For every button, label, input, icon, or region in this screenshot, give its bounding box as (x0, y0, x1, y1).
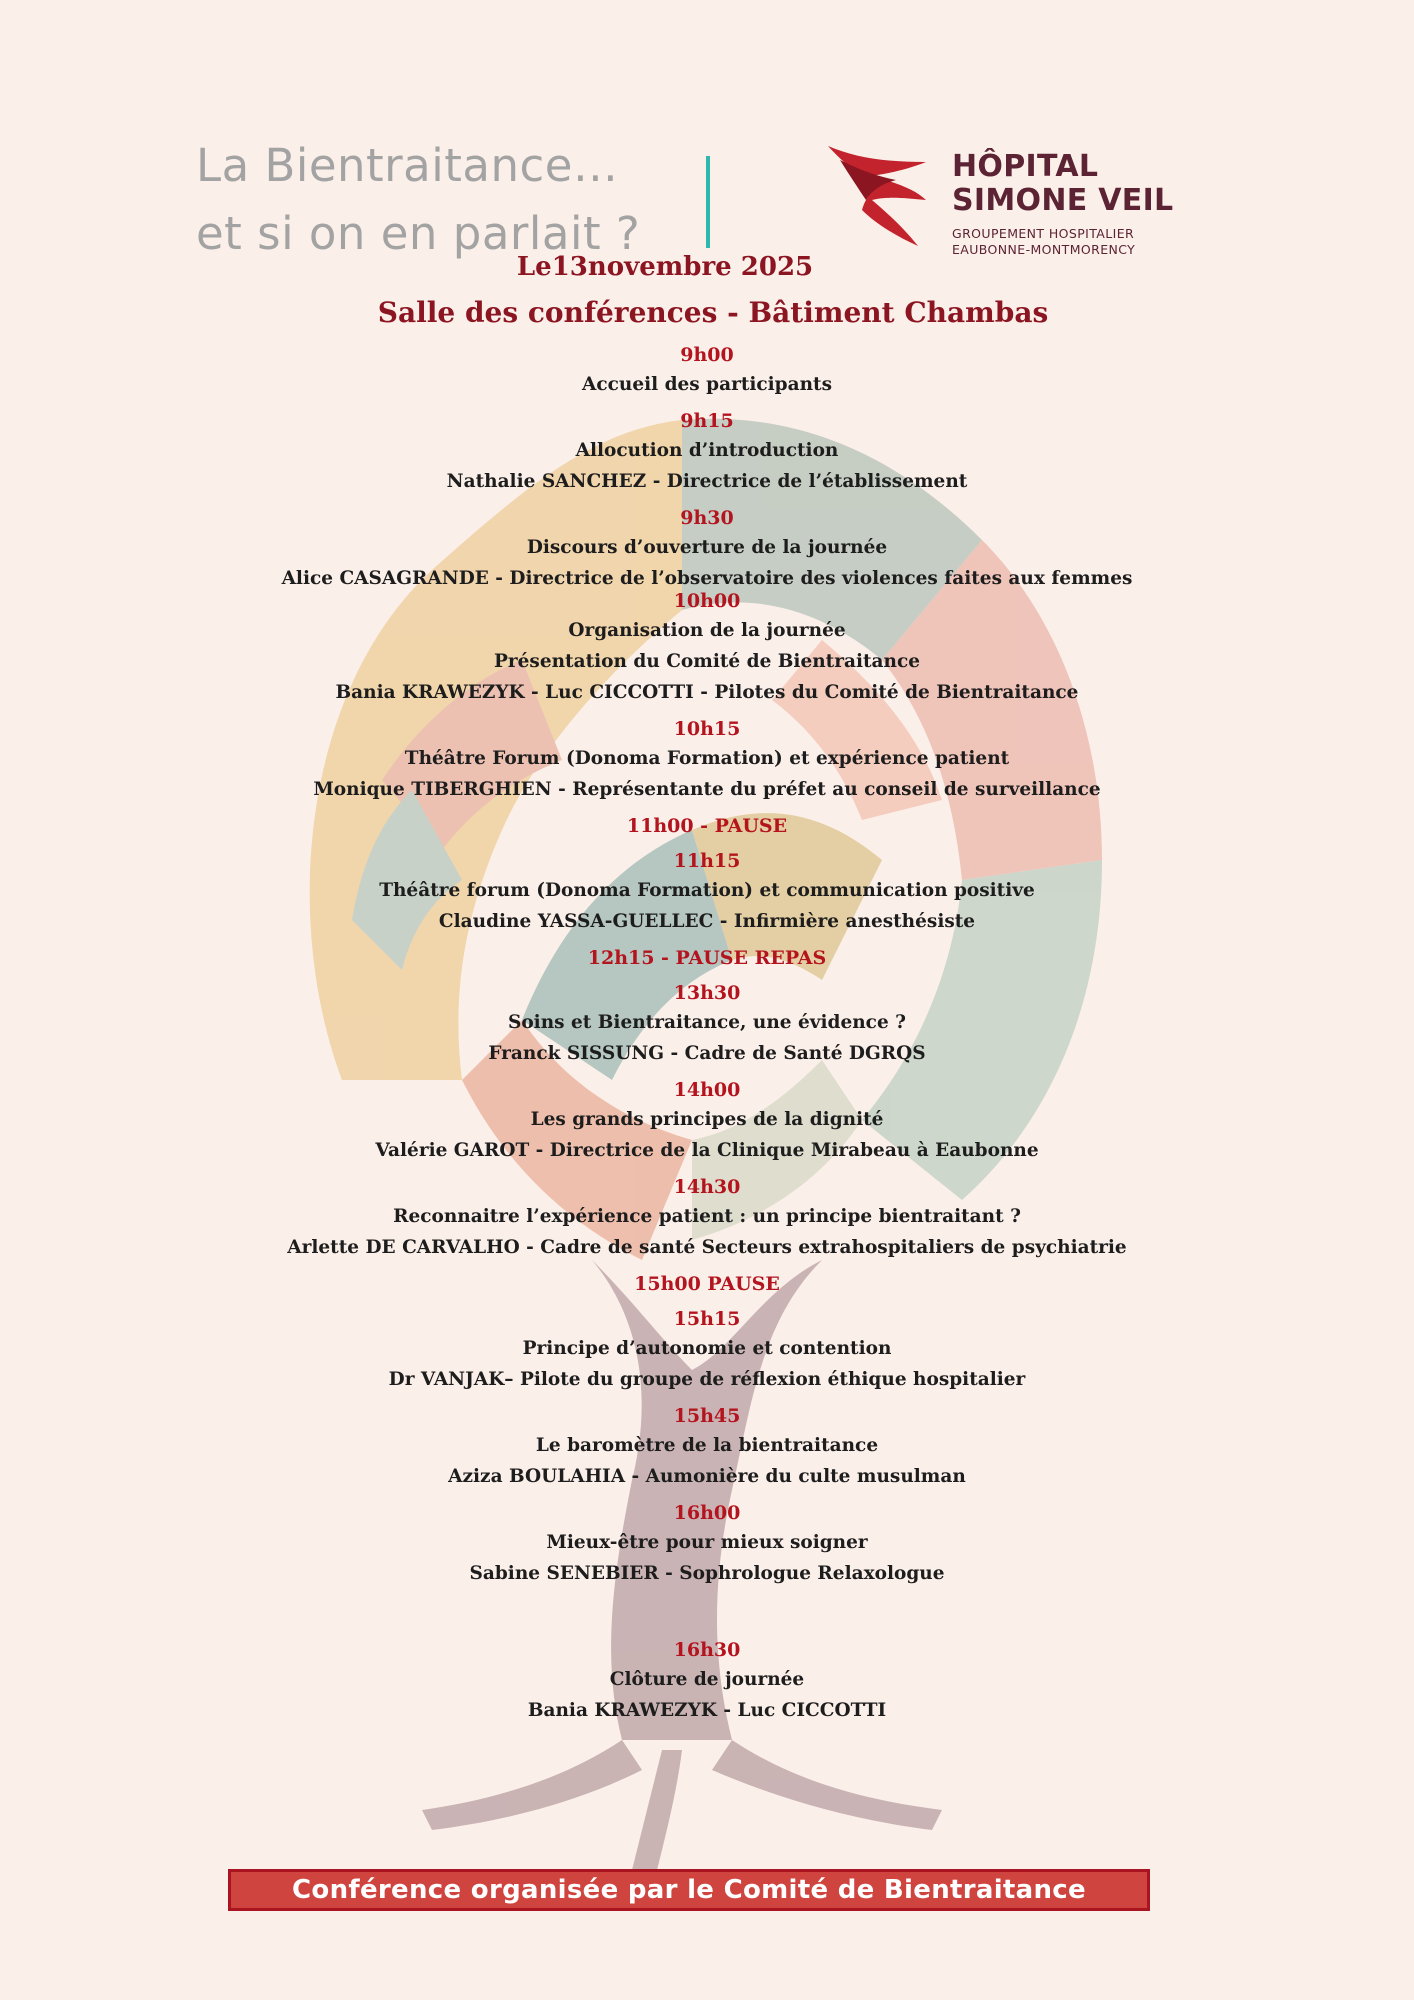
slot-line: Bania KRAWEZYK - Luc CICCOTTI - Pilotes du Comité de Bientraitance (335, 682, 1079, 703)
slot-line: Théâtre Forum (Donoma Formation) et expérience patient (404, 748, 1010, 769)
slot-time: 11h15 (673, 850, 741, 872)
logo-name-line-2: SIMONE VEIL (952, 183, 1174, 218)
program-slot (0, 848, 1414, 937)
program-slot (0, 588, 1414, 708)
program-slot-pause (0, 945, 1414, 972)
program-slot-pause (0, 1271, 1414, 1298)
header-separator (706, 156, 710, 248)
logo-name-line-1: HÔPITAL (952, 149, 1099, 184)
program-slot (0, 716, 1414, 805)
slot-time: 13h30 (673, 982, 741, 1004)
hospital-logo-text (952, 150, 1173, 258)
slot-line: Valérie GAROT - Directrice de la Clinique Mirabeau à Eaubonne (375, 1140, 1039, 1161)
tagline-line-1: La Bientraitance… (196, 139, 619, 192)
slot-line: Présentation du Comité de Bientraitance (493, 651, 920, 672)
slot-time: 11h00 - PAUSE (626, 815, 788, 837)
program-slot (0, 980, 1414, 1069)
slot-time: 9h30 (680, 507, 734, 529)
slot-line: Les grands principes de la dignité (530, 1109, 884, 1130)
slot-line: Principe d’autonomie et contention (522, 1338, 892, 1359)
program-slot (0, 1174, 1414, 1263)
program-slot (0, 1403, 1414, 1492)
program-slot-pause (0, 813, 1414, 840)
slot-line: Franck SISSUNG - Cadre de Santé DGRQS (488, 1043, 926, 1064)
organizer-banner: Conférence organisée par le Comité de Bientraitance (228, 1869, 1150, 1911)
slot-line: Reconnaitre l’expérience patient : un principe bientraitant ? (393, 1206, 1021, 1227)
slot-time: 14h00 (673, 1079, 741, 1101)
event-date: Le13novembre 2025 (516, 252, 814, 282)
tagline (196, 132, 640, 268)
slot-line: Mieux-être pour mieux soigner (546, 1532, 868, 1553)
slot-line: Dr VANJAK– Pilote du groupe de réflexion éthique hospitalier (388, 1369, 1026, 1390)
program-slot (0, 342, 1414, 400)
slot-line: Arlette DE CARVALHO - Cadre de santé Secteurs extrahospitaliers de psychiatrie (287, 1237, 1127, 1258)
slot-line: Sabine SENEBIER - Sophrologue Relaxologue (469, 1563, 945, 1584)
slot-line: Nathalie SANCHEZ - Directrice de l’établissement (446, 471, 968, 492)
logo-sub-line-1: GROUPEMENT HOSPITALIER (952, 226, 1135, 241)
slot-line: Monique TIBERGHIEN - Représentante du préfet au conseil de surveillance (313, 779, 1101, 800)
slot-line: Théâtre forum (Donoma Formation) et communication positive (379, 880, 1035, 901)
slot-time: 10h15 (673, 718, 741, 740)
slot-time: 14h30 (673, 1176, 741, 1198)
program-slot (0, 408, 1414, 497)
slot-line: Soins et Bientraitance, une évidence ? (507, 1012, 906, 1033)
slot-line: Discours d’ouverture de la journée (526, 537, 888, 558)
program-slot (0, 1077, 1414, 1166)
slot-time: 9h00 (680, 344, 734, 366)
slot-time: 16h00 (673, 1502, 741, 1524)
slot-line: Aziza BOULAHIA - Aumonière du culte musulman (448, 1466, 966, 1487)
program-list (0, 342, 1414, 1734)
program-slot (0, 1500, 1414, 1589)
program-slot (0, 1637, 1414, 1726)
slot-line: Bania KRAWEZYK - Luc CICCOTTI (527, 1700, 887, 1721)
slot-line: Allocution d’introduction (575, 440, 839, 461)
slot-time: 15h45 (673, 1405, 741, 1427)
slot-line: Claudine YASSA-GUELLEC - Infirmière anesthésiste (438, 911, 976, 932)
program-slot (0, 1306, 1414, 1395)
program-slot (0, 505, 1414, 594)
logo-sub-line-2: EAUBONNE-MONTMORENCY (952, 242, 1136, 257)
slot-line: Alice CASAGRANDE - Directrice de l’observatoire des violences faites aux femmes (281, 568, 1133, 589)
slot-time: 15h15 (673, 1308, 741, 1330)
slot-time: 10h00 (673, 590, 741, 612)
slot-time: 12h15 - PAUSE REPAS (587, 947, 827, 969)
slot-time: 15h00 PAUSE (634, 1273, 780, 1295)
hospital-logo-icon (826, 140, 930, 250)
event-venue: Salle des conférences - Bâtiment Chambas (377, 296, 1049, 329)
slot-line: Organisation de la journée (568, 620, 846, 641)
slot-line: Clôture de journée (609, 1669, 805, 1690)
tagline-line-2: et si on en parlait ? (196, 207, 641, 260)
slot-time: 9h15 (680, 410, 734, 432)
slot-time: 16h30 (673, 1639, 741, 1661)
slot-line: Le baromètre de la bientraitance (535, 1435, 879, 1456)
slot-line: Accueil des participants (581, 374, 833, 395)
